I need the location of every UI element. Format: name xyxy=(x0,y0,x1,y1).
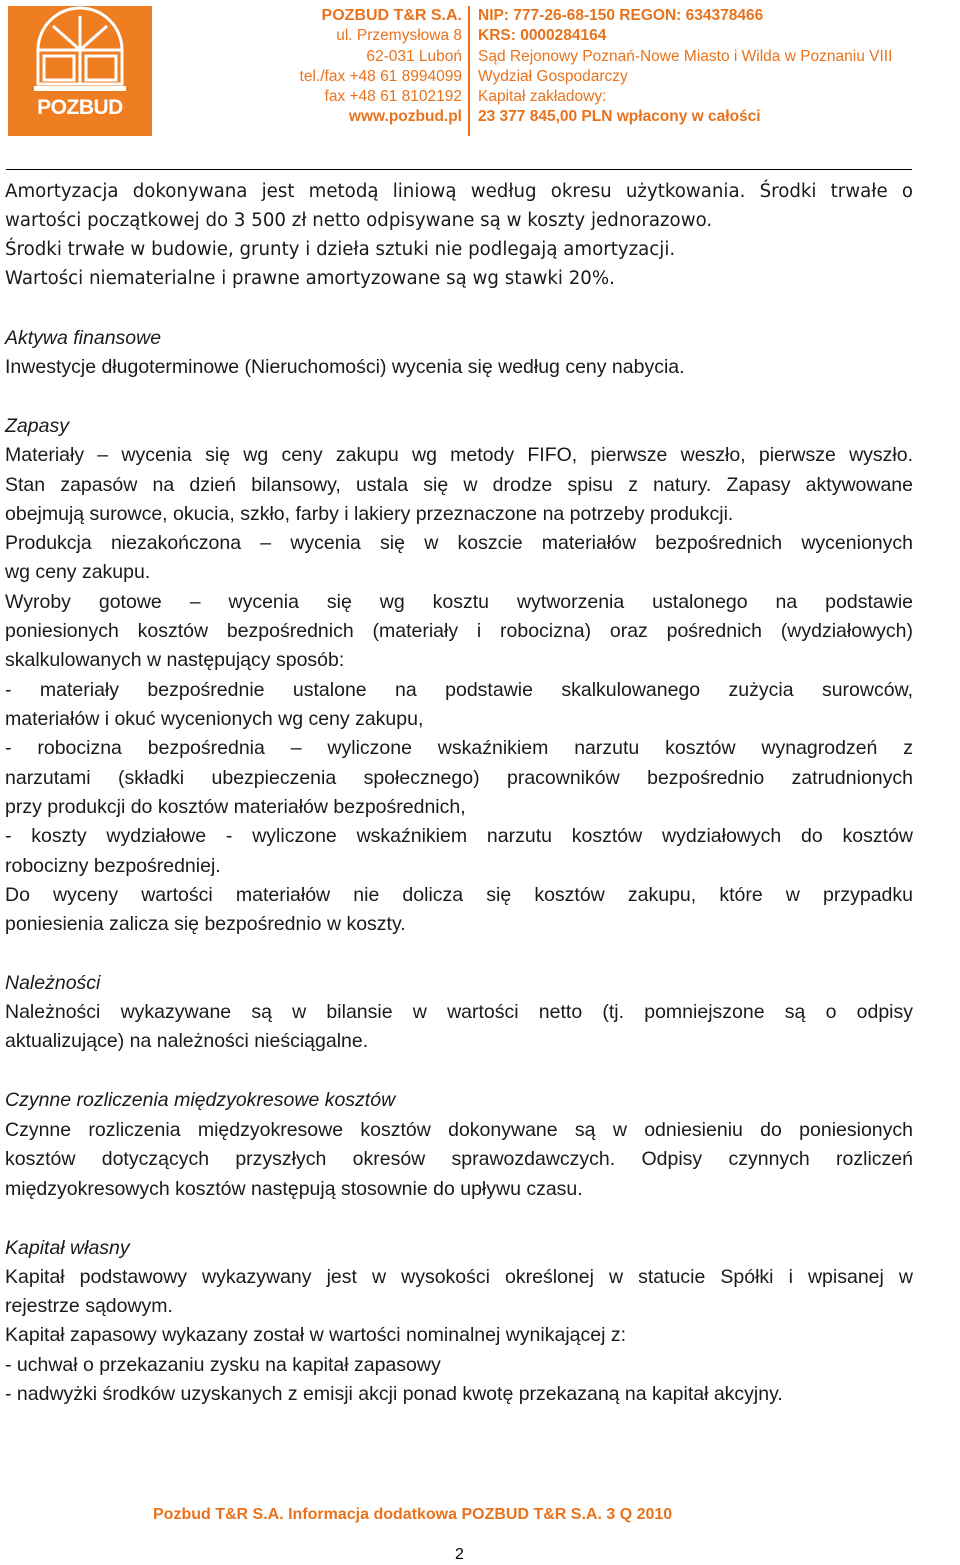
paragraph-line: Środki trwałe w budowie, grunty i dzieła sztuki nie podlegają amortyzacji. xyxy=(5,239,676,260)
paragraph-line: Inwestycje długoterminowe (Nieruchomości) wycenia się według ceny nabycia. xyxy=(5,356,685,378)
paragraph-line: Wyroby gotowe – wycenia się wg kosztu wytworzenia ustalonego na podstawie xyxy=(5,591,913,613)
paragraph-line: Wartości niematerialne i prawne amortyzowane są wg stawki 20%. xyxy=(5,268,615,289)
company-address xyxy=(236,6,462,128)
paragraph-line: obejmują surowce, okucia, szkło, farby i lakiery przeznaczone na potrzeby produkcji. xyxy=(5,503,734,525)
court-division: Wydział Gospodarczy xyxy=(478,67,628,85)
paragraph-line: Czynne rozliczenia międzyokresowe kosztów dokonywane są w odniesieniu do poniesionych xyxy=(5,1119,913,1141)
paragraph-line: narzutami (składki ubezpieczenia społecznego) pracowników bezpośrednio zatrudnionych xyxy=(5,767,913,789)
section-heading: Należności xyxy=(5,972,101,994)
paragraph-line: międzyokresowych kosztów następują stosownie do upływu czasu. xyxy=(5,1178,583,1200)
company-logo xyxy=(8,6,152,136)
paragraph-line: wg ceny zakupu. xyxy=(5,561,151,583)
paragraph-line: Kapitał podstawowy wykazywany jest w wysokości określonej w statucie Spółki i wpisanej w xyxy=(5,1266,913,1288)
paragraph-line: robocizny bezpośredniej. xyxy=(5,855,221,877)
paragraph-line: kosztów dotyczących przyszłych okresów sprawozdawczych. Odpisy czynnych rozliczeń xyxy=(5,1148,913,1170)
paragraph-line: poniesionych kosztów bezpośrednich (materiały i robocizna) oraz pośrednich (wydziałowych) xyxy=(5,620,913,642)
list-item: - koszty wydziałowe - wyliczone wskaźnikiem narzutu kosztów wydziałowych do kosztów xyxy=(5,825,913,847)
company-fax: fax +48 61 8102192 xyxy=(324,88,462,106)
logo-text: POZBUD xyxy=(37,96,123,119)
company-name: POZBUD T&R S.A. xyxy=(321,7,462,24)
paragraph-line: skalkulowanych w następujący sposób: xyxy=(5,649,345,671)
page-footer: Pozbud T&R S.A. Informacja dodatkowa POZBUD T&R S.A. 3 Q 2010 xyxy=(153,1506,673,1523)
paragraph-line: Do wyceny wartości materiałów nie dolicza się kosztów zakupu, które w przypadku xyxy=(5,884,913,906)
list-item: - nadwyżki środków uzyskanych z emisji akcji ponad kwotę przekazaną na kapitał akcyjny. xyxy=(5,1383,783,1405)
capital-value: 23 377 845,00 PLN wpłacony w całości xyxy=(478,108,761,126)
list-item: - robocizna bezpośrednia – wyliczone wskaźnikiem narzutu kosztów wynagrodzeń z xyxy=(5,737,913,759)
paragraph-line: Stan zapasów na dzień bilansowy, ustala się w drodze spisu z natury. Zapasy aktywowane xyxy=(5,474,913,496)
court: Sąd Rejonowy Poznań-Nowe Miasto i Wilda w Poznaniu VIII xyxy=(478,47,893,65)
header-divider xyxy=(468,6,470,136)
section-heading: Aktywa finansowe xyxy=(5,327,162,349)
capital-label: Kapitał zakładowy: xyxy=(478,88,607,106)
company-city: 62-031 Luboń xyxy=(366,47,462,65)
company-street: ul. Przemysłowa 8 xyxy=(336,27,462,45)
paragraph-line: aktualizujące) na należności nieściągalne. xyxy=(5,1030,369,1052)
paragraph-line: przy produkcji do kosztów materiałów bezpośrednich, xyxy=(5,796,466,818)
paragraph-line: Należności wykazywane są w bilansie w wartości netto (tj. pomniejszone są o odpisy xyxy=(5,1001,913,1023)
paragraph-line: Materiały – wycenia się wg ceny zakupu wg metody FIFO, pierwsze weszło, pierwsze wyszło. xyxy=(5,444,913,466)
list-item: - materiały bezpośrednie ustalone na podstawie skalkulowanego zużycia surowców, xyxy=(5,679,913,701)
paragraph-line: rejestrze sądowym. xyxy=(5,1295,173,1317)
company-website-link[interactable]: www.pozbud.pl xyxy=(348,108,462,126)
paragraph-line: Amortyzacja dokonywana jest metodą liniową według okresu użytkowania. Środki trwałe o xyxy=(5,181,913,202)
page-number: 2 xyxy=(455,1546,464,1563)
nip-regon: NIP: 777-26-68-150 REGON: 634378466 xyxy=(478,7,764,24)
section-heading: Zapasy xyxy=(5,415,69,437)
paragraph-line: wartości początkowej do 3 500 zł netto odpisywane są w koszty jednorazowo. xyxy=(5,210,713,231)
header-rule xyxy=(6,169,912,170)
company-telfax: tel./fax +48 61 8994099 xyxy=(299,67,462,85)
registration-info xyxy=(478,6,958,128)
section-heading: Kapitał własny xyxy=(5,1237,130,1259)
paragraph-line: materiałów i okuć wycenionych wg ceny zakupu, xyxy=(5,708,424,730)
krs: KRS: 0000284164 xyxy=(478,27,607,45)
section-heading: Czynne rozliczenia międzyokresowe kosztów xyxy=(5,1089,396,1111)
paragraph-line: Kapitał zapasowy wykazany został w wartości nominalnej wynikającej z: xyxy=(5,1324,627,1346)
paragraph-line: Produkcja niezakończona – wycenia się w koszcie materiałów bezpośrednich wycenionych xyxy=(5,532,913,554)
paragraph-line: poniesienia zalicza się bezpośrednio w koszty. xyxy=(5,913,406,935)
list-item: - uchwał o przekazaniu zysku na kapitał zapasowy xyxy=(5,1354,441,1376)
